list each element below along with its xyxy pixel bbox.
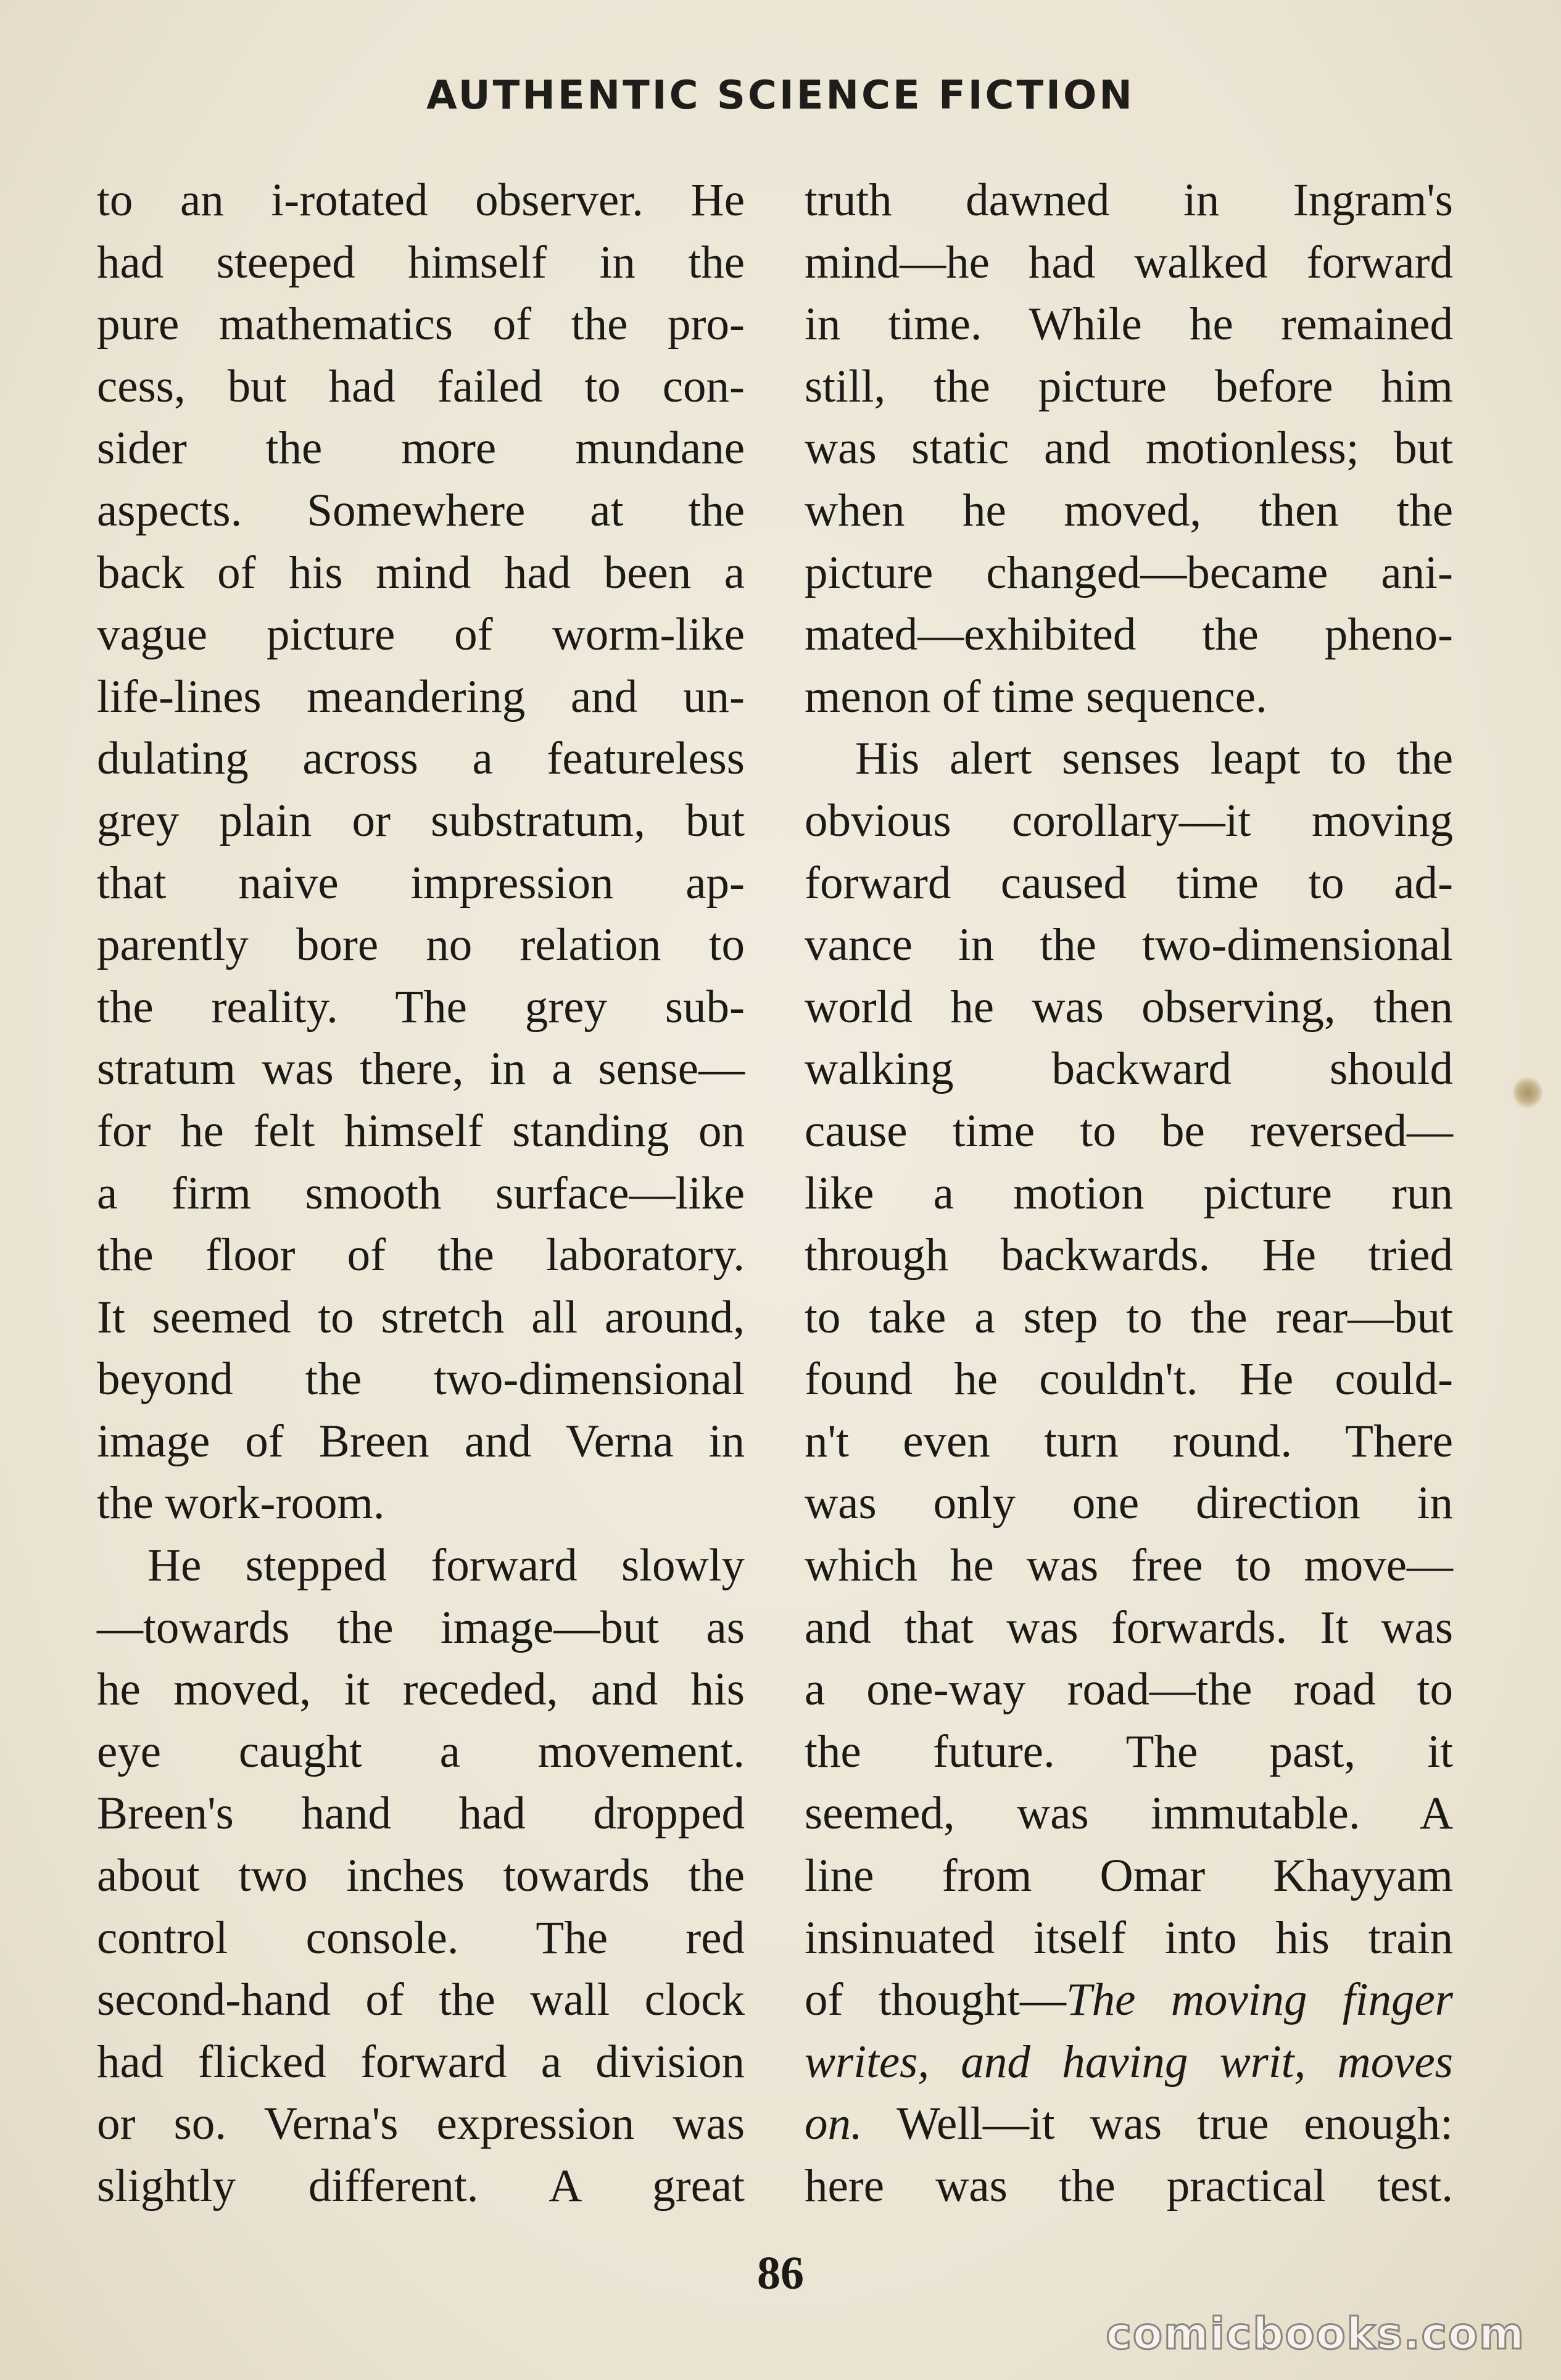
text-line: life-lines meandering and un- <box>97 671 745 722</box>
watermark: comicbooks.com <box>1106 2308 1525 2359</box>
text-line: like a motion picture run <box>805 1167 1453 1219</box>
text-line: to an i-rotated observer. He <box>97 175 745 226</box>
text-line: mated—exhibited the pheno- <box>805 609 1453 661</box>
text-line: a one-way road—the road to <box>805 1664 1453 1716</box>
italic-quote: on. <box>805 2098 863 2150</box>
text-line: He stepped forward slowly <box>147 1540 745 1592</box>
text-line: world he was observing, then <box>805 981 1453 1033</box>
text-line: back of his mind had been a <box>97 547 745 598</box>
text-line: in time. While he remained <box>805 299 1453 350</box>
text-line: second-hand of the wall clock <box>97 1974 745 2026</box>
text-line: or so. Verna's expression was <box>97 2098 745 2150</box>
text-line: had steeped himself in the <box>97 236 745 288</box>
text-line: menon of time sequence. <box>805 671 1267 722</box>
text-line: that naive impression ap- <box>97 857 745 909</box>
text-line: slightly different. A great <box>97 2160 745 2212</box>
text-line: forward caused time to ad- <box>805 857 1453 909</box>
text-line: It seemed to stretch all around, <box>97 1291 745 1343</box>
text-line: the floor of the laboratory. <box>97 1229 745 1281</box>
text-line: seemed, was immutable. A <box>805 1788 1453 1840</box>
text-line: had flicked forward a division <box>97 2036 745 2088</box>
running-head: AUTHENTIC SCIENCE FICTION <box>426 73 1135 118</box>
text-line: cause time to be reversed— <box>805 1105 1453 1157</box>
text-line: control console. The red <box>97 1912 745 1964</box>
text-line: line from Omar Khayyam <box>805 1850 1453 1902</box>
text-line: was only one direction in <box>805 1477 1453 1529</box>
text-line: the reality. The grey sub- <box>97 981 745 1033</box>
text-line: eye caught a movement. <box>97 1725 745 1777</box>
text-run: Well—it was true enough: <box>862 2098 1453 2150</box>
left-column <box>97 170 745 2218</box>
text-line: he moved, it receded, and his <box>97 1664 745 1716</box>
text-line-mixed <box>805 1969 1453 2031</box>
italic-quote: writes, and having writ, moves <box>805 2036 1453 2088</box>
text-line: insinuated itself into his train <box>805 1912 1453 1964</box>
text-line: beyond the two-dimensional <box>97 1353 745 1405</box>
text-line: aspects. Somewhere at the <box>97 484 745 536</box>
page-smudge <box>1513 1076 1542 1109</box>
text-line: and that was forwards. It was <box>805 1601 1453 1653</box>
text-line: which he was free to move— <box>805 1540 1453 1592</box>
italic-quote: The moving finger <box>1066 1974 1453 2026</box>
text-line-italic <box>805 2031 1453 2094</box>
text-line: image of Breen and Verna in <box>97 1415 745 1467</box>
text-line: the future. The past, it <box>805 1725 1453 1777</box>
text-line: obvious corollary—it moving <box>805 795 1453 846</box>
text-line: stratum was there, in a sense— <box>97 1043 745 1095</box>
text-line: walking backward should <box>805 1043 1453 1095</box>
text-line: —towards the image—but as <box>97 1601 745 1653</box>
text-line: here was the practical test. <box>805 2160 1453 2212</box>
text-line: the work-room. <box>97 1477 385 1529</box>
text-line-mixed <box>805 2093 1453 2155</box>
text-line: grey plain or substratum, but <box>97 795 745 846</box>
text-line: to take a step to the rear—but <box>805 1291 1453 1343</box>
text-line: when he moved, then the <box>805 484 1453 536</box>
text-line: dulating across a featureless <box>97 733 745 785</box>
text-run: of thought— <box>805 1974 1066 2026</box>
text-line: n't even turn round. There <box>805 1415 1453 1467</box>
right-column <box>805 170 1453 2218</box>
text-line: vague picture of worm-like <box>97 609 745 661</box>
text-line: was static and motionless; but <box>805 423 1453 474</box>
text-line: pure mathematics of the pro- <box>97 299 745 350</box>
text-line: picture changed—became ani- <box>805 547 1453 598</box>
text-line: vance in the two-dimensional <box>805 919 1453 971</box>
text-line: a firm smooth surface—like <box>97 1167 745 1219</box>
text-line: for he felt himself standing on <box>97 1105 745 1157</box>
text-line: cess, but had failed to con- <box>97 360 745 412</box>
text-line: truth dawned in Ingram's <box>805 175 1453 226</box>
text-line: His alert senses leapt to the <box>855 733 1453 785</box>
text-line: parently bore no relation to <box>97 919 745 971</box>
text-line: mind—he had walked forward <box>805 236 1453 288</box>
text-line: about two inches towards the <box>97 1850 745 1902</box>
text-line: Breen's hand had dropped <box>97 1788 745 1840</box>
text-line: sider the more mundane <box>97 423 745 474</box>
page-number: 86 <box>757 2247 804 2299</box>
text-line: through backwards. He tried <box>805 1229 1453 1281</box>
text-line: found he couldn't. He could- <box>805 1353 1453 1405</box>
text-line: still, the picture before him <box>805 360 1453 412</box>
